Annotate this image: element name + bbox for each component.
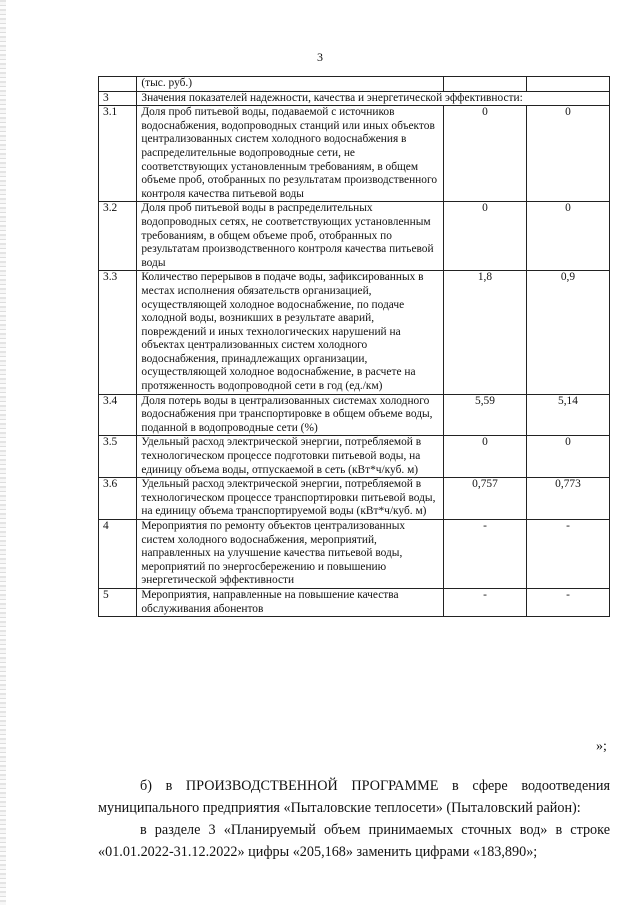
row-value-1: 0 xyxy=(443,202,526,271)
row-value-1: 0 xyxy=(443,436,526,478)
row-description: (тыс. руб.) xyxy=(137,77,444,92)
row-number: 5 xyxy=(99,588,137,616)
row-description: Мероприятия по ремонту объектов централизованных систем холодного водоснабжения, мероприятий, направленных на улучшение качества питьевой воды, мероприятий по энергосбережению и повышению энергетической эффективности xyxy=(137,520,444,589)
row-number: 3.6 xyxy=(99,478,137,520)
row-value-2: 0 xyxy=(526,202,609,271)
page-number: 3 xyxy=(317,50,323,64)
paragraph-production-program: б) в ПРОИЗВОДСТВЕННОЙ ПРОГРАММЕ в сфере водоотведения муниципального предприятия «Пыталовские теплосети» (Пыталовский район): xyxy=(98,778,610,817)
row-value-2: 5,14 xyxy=(526,394,609,436)
row-description: Удельный расход электрической энергии, потребляемой в технологическом процессе транспортировки питьевой воды, на единицу объема транспортируемой воды (кВт*ч/куб. м) xyxy=(137,478,444,520)
scan-edge xyxy=(0,0,6,905)
row-value-2: 0,773 xyxy=(526,478,609,520)
row-description: Количество перерывов в подаче воды, зафиксированных в местах исполнения обязательств организацией, осуществляющей холодное водоснабжение, по подаче холодной воды, возникших в результате аварий, повреждений и иных технологических нарушений на объектах централизованных систем холодного водоснабжения, принадлежащих организации, осуществляющей холодное водоснабжение, в расчете на протяженность водопроводной сети в год (ед./км) xyxy=(137,271,444,394)
table-row xyxy=(99,106,610,202)
row-description: Доля потерь воды в централизованных системах холодного водоснабжения при транспортировке в общем объеме воды, поданной в водопроводные сети (%) xyxy=(137,394,444,436)
section-heading: Значения показателей надежности, качества и энергетической эффективности: xyxy=(137,91,610,106)
row-number: 3.3 xyxy=(99,271,137,394)
row-value-1: 0 xyxy=(443,106,526,202)
row-value-2: - xyxy=(526,520,609,589)
table-row-section xyxy=(99,91,610,106)
table-row xyxy=(99,202,610,271)
row-number xyxy=(99,77,137,92)
table-row xyxy=(99,394,610,436)
row-value-2: 0 xyxy=(526,436,609,478)
row-value-1: - xyxy=(443,520,526,589)
row-number: 3.4 xyxy=(99,394,137,436)
row-description: Доля проб питьевой воды в распределительных водопроводных сетях, не соответствующих установленным требованиям, в общем объеме проб, отобранных по результатам производственного контроля качества питьевой воды xyxy=(137,202,444,271)
row-number: 3.5 xyxy=(99,436,137,478)
row-description: Мероприятия, направленные на повышение качества обслуживания абонентов xyxy=(137,588,444,616)
row-value-2: 0 xyxy=(526,106,609,202)
table-row xyxy=(99,77,610,92)
table-row xyxy=(99,436,610,478)
table-row xyxy=(99,478,610,520)
table-row xyxy=(99,271,610,394)
row-number: 3 xyxy=(99,91,137,106)
row-value-2 xyxy=(526,77,609,92)
row-description: Доля проб питьевой воды, подаваемой с источников водоснабжения, водопроводных станций или иных объектов централизованных систем холодного водоснабжения в распределительные водопроводные сети, не соответствующих установленным требованиям, в общем объеме проб, отобранных по результатам производственного контроля качества питьевой воды xyxy=(137,106,444,202)
row-number: 3.2 xyxy=(99,202,137,271)
paragraph-section-3-change: в разделе 3 «Планируемый объем принимаемых сточных вод» в строке «01.01.2022-31.12.2022» цифры «205,168» заменить цифрами «183,890»; xyxy=(98,822,610,861)
table-row xyxy=(99,520,610,589)
table-row xyxy=(99,588,610,616)
indicators-table xyxy=(98,76,610,617)
row-value-2: 0,9 xyxy=(526,271,609,394)
row-value-1: - xyxy=(443,588,526,616)
row-value-1: 1,8 xyxy=(443,271,526,394)
row-value-1: 0,757 xyxy=(443,478,526,520)
closing-quote-mark: »; xyxy=(596,739,607,754)
row-description: Удельный расход электрической энергии, потребляемой в технологическом процессе подготовки питьевой воды, на единицу объема воды, отпускаемой в сеть (кВт*ч/куб. м) xyxy=(137,436,444,478)
row-value-1: 5,59 xyxy=(443,394,526,436)
row-value-2: - xyxy=(526,588,609,616)
row-value-1 xyxy=(443,77,526,92)
row-number: 3.1 xyxy=(99,106,137,202)
row-number: 4 xyxy=(99,520,137,589)
